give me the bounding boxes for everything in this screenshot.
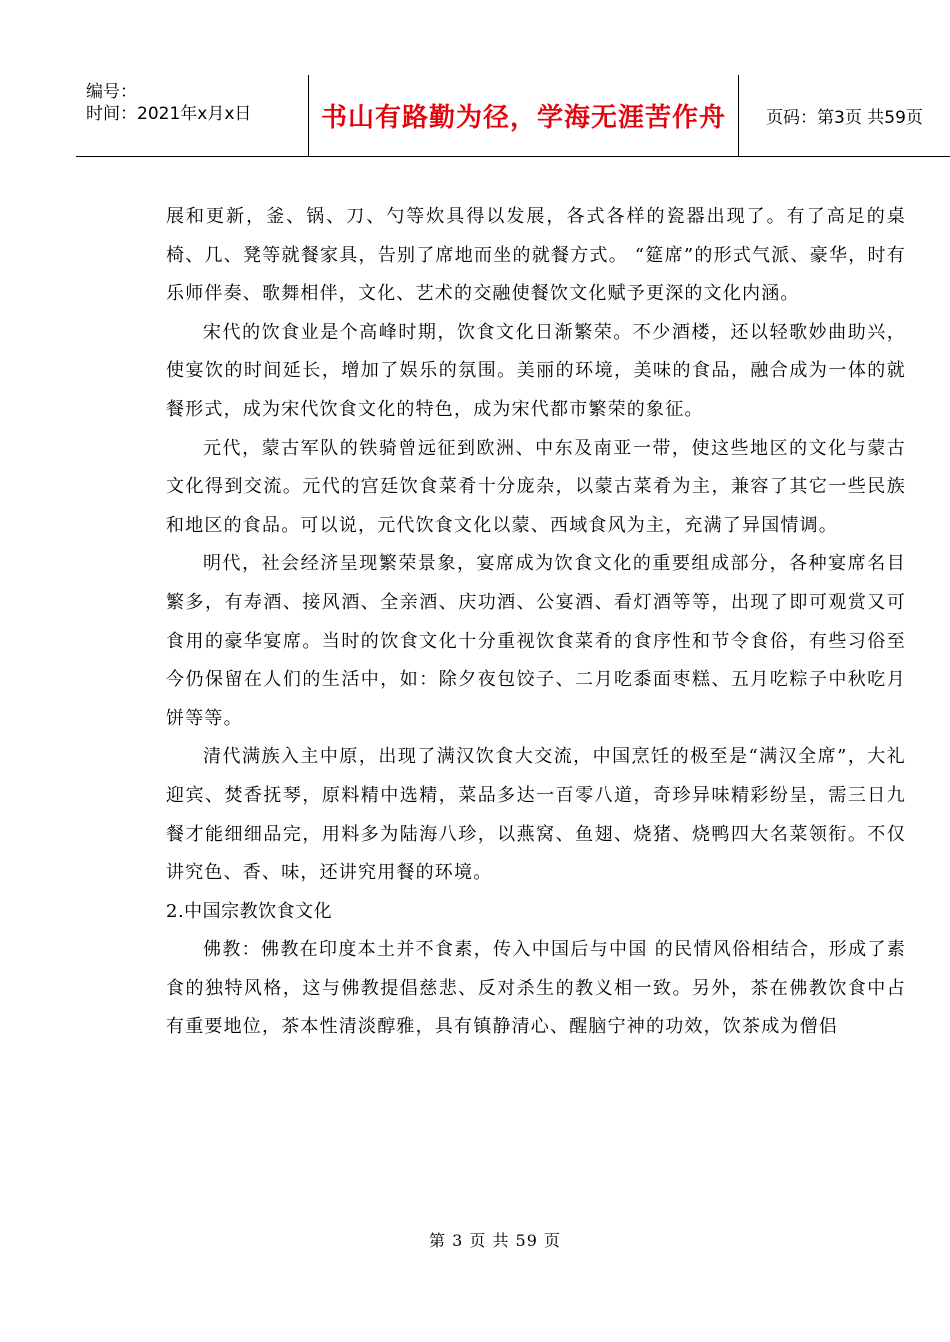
section-heading: 2.中国宗教饮食文化 (166, 900, 333, 922)
header-motto: 书山有路勤为径，学海无涯苦作舟 (320, 103, 726, 133)
paragraph: 清代满族入主中原，出现了满汉饮食大交流，中国烹饪的极至是“满汉全席”，大礼迎宾、焚香抚琴，原料精中选精，菜品多达一百零八道，奇珍异味精彩纷呈，需三日九餐才能细细品完，用料多为陆海八珍，以燕窝、鱼翅、烧猪、烧鸭四大名菜领衔。不仅讲究色、香、味，还讲究用餐的环境。 (166, 746, 906, 884)
paragraph: 佛教：佛教在印度本土并不食素，传入中国后与中国 的民情风俗相结合，形成了素食的独特风格，这与佛教提倡慈悲、反对杀生的教义相一致。另外，茶在佛教饮食中占有重要地位，茶本性清淡醇雅，具有镇静清心、醒脑宁神的功效，饮茶成为僧侣 (166, 939, 906, 1038)
paragraph: 展和更新，釜、锅、刀、勺等炊具得以发展，各式各样的瓷器出现了。有了高足的桌椅、几、凳等就餐家具，告别了席地而坐的就餐方式。 “筵席”的形式气派、豪华，时有乐师伴奏、歌舞相伴，文化、艺术的交融使餐饮文化赋予更深的文化内涵。 (166, 206, 906, 305)
paragraph: 明代，社会经济呈现繁荣景象，宴席成为饮食文化的重要组成部分，各种宴席名目繁多，有寿酒、接风酒、全亲酒、庆功酒、公宴酒、看灯酒等等，出现了即可观赏又可食用的豪华宴席。当时的饮食文化十分重视饮食菜肴的食序性和节令食俗，有些习俗至今仍保留在人们的生活中，如：除夕夜包饺子、二月吃黍面枣糕、五月吃粽子中秋吃月饼等等。 (166, 553, 906, 729)
paragraph: 宋代的饮食业是个高峰时期，饮食文化日渐繁荣。不少酒楼，还以轻歌妙曲助兴，使宴饮的时间延长，增加了娱乐的氛围。美丽的环境，美味的食品，融合成为一体的就餐形式，成为宋代饮食文化的特色，成为宋代都市繁荣的象征。 (166, 321, 906, 420)
paragraph: 元代，蒙古军队的铁骑曾远征到欧洲、中东及南亚一带，使这些地区的文化与蒙古文化得到交流。元代的宫廷饮食菜肴十分庞杂，以蒙古菜肴为主，兼容了其它一些民族和地区的食品。可以说，元代饮食文化以蒙、西域食风为主，充满了异国情调。 (166, 437, 906, 536)
document-number-label: 编号： (86, 82, 137, 102)
page-footer: 第 3 页 共 59 页 (429, 1231, 561, 1250)
header-page-info: 页码：第3页 共59页 (766, 108, 923, 128)
document-time-label: 时间：2021年x月x日 (86, 104, 252, 124)
document-header (76, 75, 950, 157)
header-meta (86, 81, 251, 125)
document-body (166, 198, 906, 1047)
